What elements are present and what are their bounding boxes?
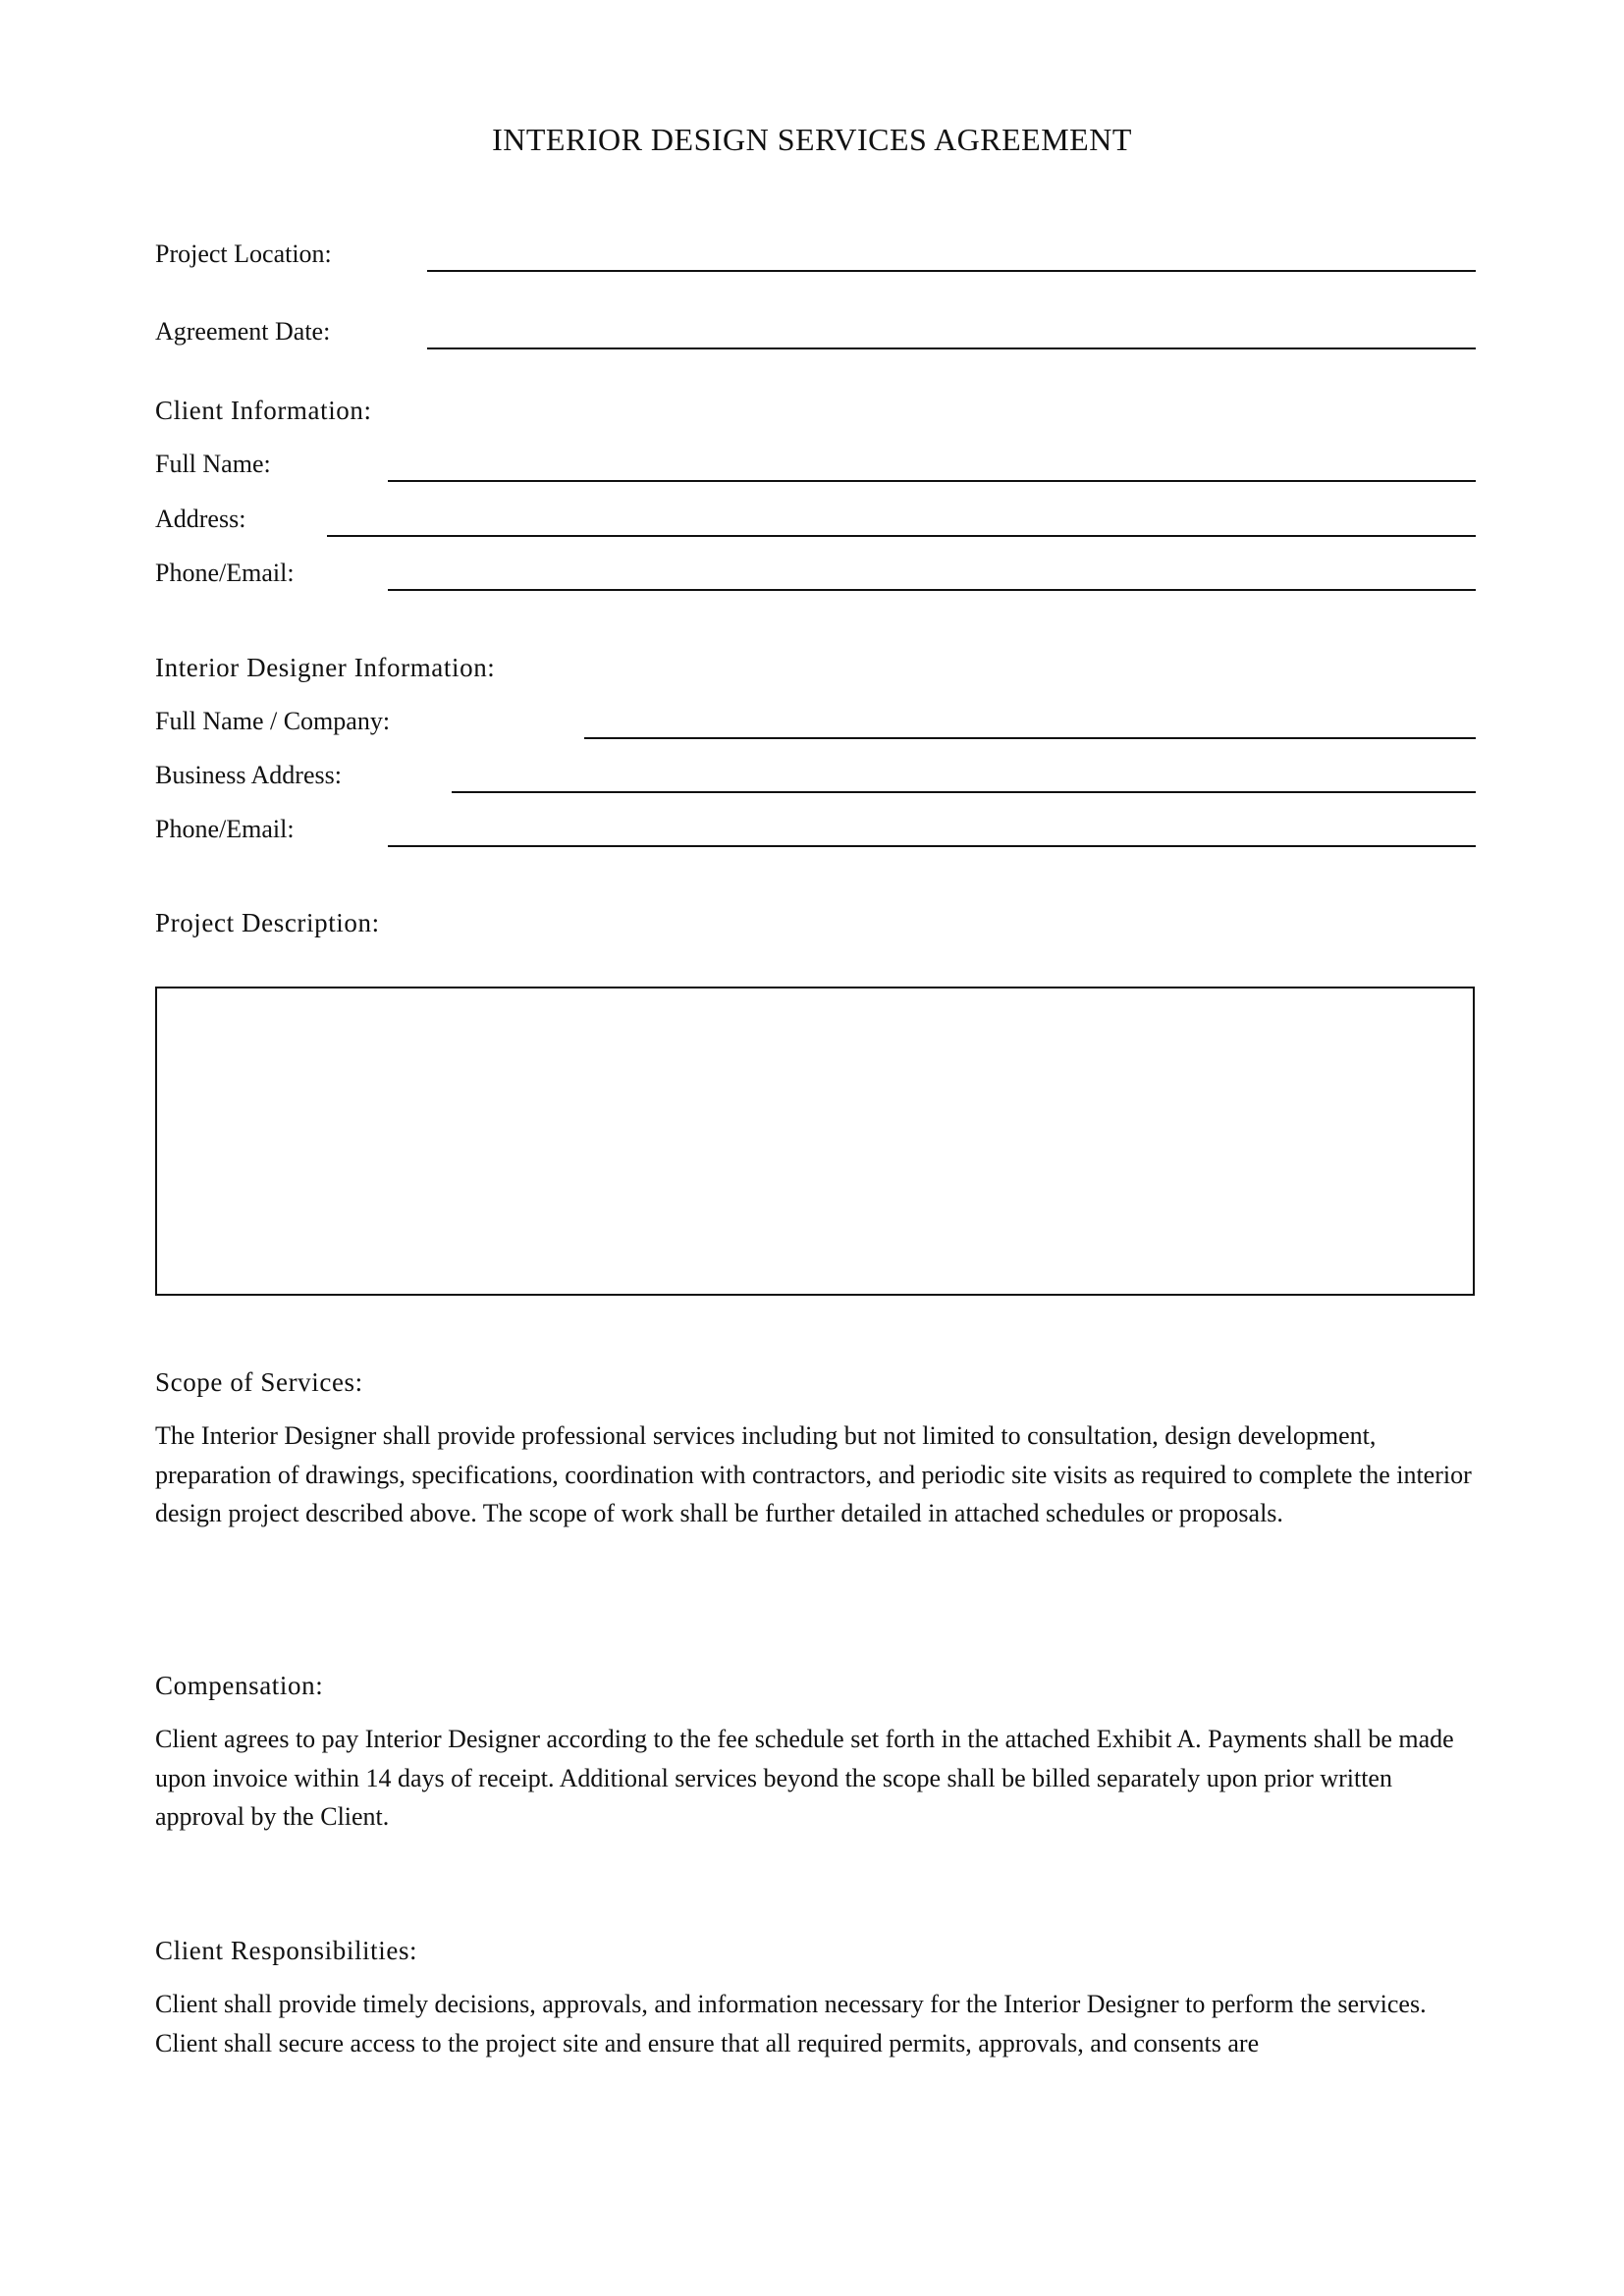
scope-of-services-heading: Scope of Services:: [155, 1367, 363, 1397]
agreement-date-field[interactable]: [427, 347, 1476, 349]
designer-phone-email-label: Phone/Email:: [155, 815, 295, 843]
client-full-name-field[interactable]: [388, 480, 1476, 482]
designer-business-address-label: Business Address:: [155, 761, 342, 789]
project-location-label: Project Location:: [155, 240, 332, 268]
client-address-field[interactable]: [327, 535, 1476, 537]
project-location-field[interactable]: [427, 270, 1476, 272]
designer-full-name-company-label: Full Name / Company:: [155, 707, 391, 735]
client-phone-email-label: Phone/Email:: [155, 559, 295, 587]
designer-information-heading: Interior Designer Information:: [155, 653, 496, 682]
compensation-text: Client agrees to pay Interior Designer according to the fee schedule set forth in the attached Exhibit A. Payments shall be made upon invoice within 14 days of receipt. Additional services beyond the scope shall be billed separately upon prior written approval by the Client.: [155, 1725, 1454, 1831]
project-description-heading: Project Description:: [155, 908, 380, 937]
project-description-box[interactable]: [155, 987, 1475, 1296]
client-information-heading: Client Information:: [155, 396, 372, 425]
client-responsibilities-heading: Client Responsibilities:: [155, 1936, 418, 1965]
designer-business-address-field[interactable]: [452, 791, 1476, 793]
scope-of-services-text: The Interior Designer shall provide professional services including but not limited to consultation, design development, preparation of drawings, specifications, coordination with contractors, and periodic site visits as required to complete the interior design project described above. The scope of work shall be further detailed in attached schedules or proposals.: [155, 1421, 1472, 1527]
client-address-label: Address:: [155, 505, 246, 533]
compensation-heading: Compensation:: [155, 1671, 324, 1700]
designer-full-name-company-field[interactable]: [584, 737, 1476, 739]
document-title: INTERIOR DESIGN SERVICES AGREEMENT: [492, 122, 1132, 157]
client-phone-email-field[interactable]: [388, 589, 1476, 591]
client-full-name-label: Full Name:: [155, 450, 271, 478]
designer-phone-email-field[interactable]: [388, 845, 1476, 847]
agreement-date-label: Agreement Date:: [155, 317, 331, 346]
client-responsibilities-text: Client shall provide timely decisions, approvals, and information necessary for the Interior Designer to perform the services. Client shall secure access to the project site and ensure that all required permits, approvals, and consents are: [155, 1990, 1427, 2057]
